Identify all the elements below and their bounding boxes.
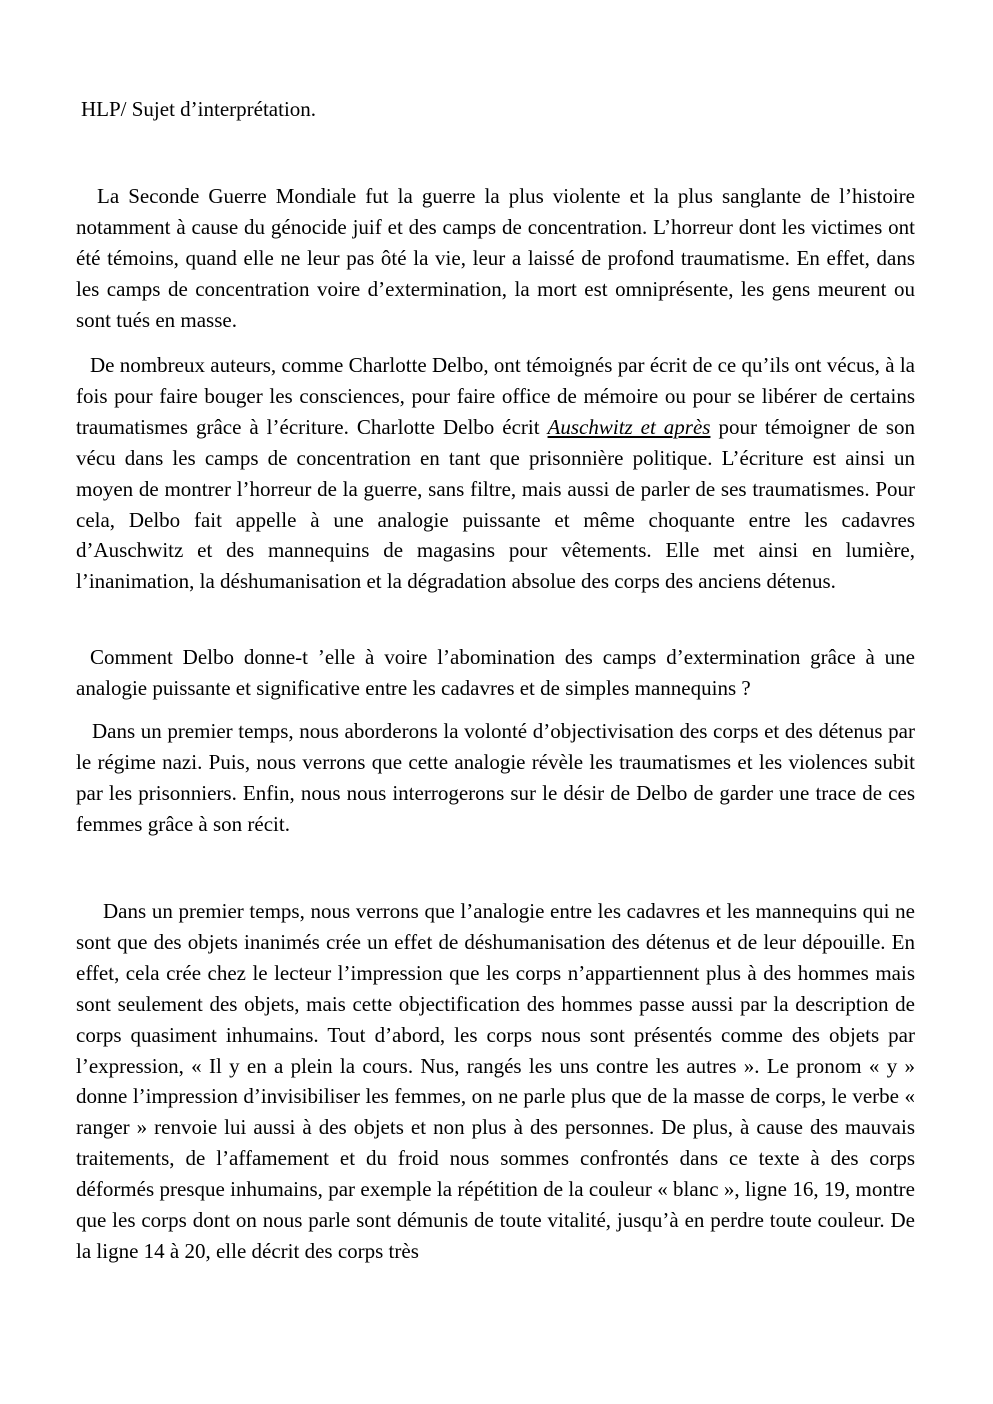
- plan-paragraph: Dans un premier temps, nous aborderons la volonté d’objectivisation des corps et des détenus par le régime nazi. Puis, nous verrons que cette analogie révèle les traumatismes et les violences subit par les prisonniers. Enfin, nous nous interrogerons sur le désir de Delbo de garder une trace de ces femmes grâce à son récit.: [76, 719, 915, 836]
- context-text-before-title: De nombreux auteurs, comme Charlotte Delbo, ont témoignés par écrit de ce qu’ils ont vécus, à la fois pour faire bouger les consciences, pour faire office de mémoire ou pour se libérer de certains traumatismes grâce à l’écriture. Charlotte Delbo écrit: [76, 353, 915, 439]
- problem-paragraph: Comment Delbo donne-t ’elle à voire l’abomination des camps d’extermination grâce à une analogie puissante et significative entre les cadavres et de simples mannequins ?: [76, 645, 915, 700]
- context-text-after-title: pour témoigner de son vécu dans les camps de concentration en tant que prisonnière politique. L’écriture est ainsi un moyen de montrer l’horreur de la guerre, sans filtre, mais aussi de parler de ses traumatismes. Pour cela, Delbo fait appelle à une analogie puissante et même choquante entre les cadavres d’Auschwitz et des mannequins de magasins pour vêtements. Elle met ainsi en lumière, l’inanimation, la déshumanisation et la dégradation absolue des corps des anciens détenus.: [76, 414, 915, 594]
- body-paragraph: Dans un premier temps, nous verrons que l’analogie entre les cadavres et les mannequins qui ne sont que des objets inanimés crée un effet de déshumanisation des détenus et de leur dépouille. En effet, cela crée chez le lecteur l’impression que les corps n’appartiennent plus à des hommes mais sont seulement des objets, mais cette objectification des hommes passe aussi par la description de corps quasiment inhumains. Tout d’abord, les corps nous sont présentés comme des objets par l’expression, « Il y en a plein la cours. Nus, rangés les uns contre les autres ». Le pronom « y » donne l’impression d’invisibiliser les femmes, on ne parle plus que de la masse de corps, le verbe « ranger » renvoie lui aussi à des objets et non plus à des personnes. De plus, à cause des mauvais traitements, de l’affamement et du froid nous sommes confrontés dans ce texte à des corps déformés presque inhumains, par exemple la répétition de la couleur « blanc », ligne 16, 19, montre que les corps dont on nous parle sont démunis de toute vitalité, jusqu’à en perdre toute couleur. De la ligne 14 à 20, elle décrit des corps très: [76, 899, 915, 1263]
- document-heading: HLP/ Sujet d’interprétation.: [81, 97, 317, 121]
- intro-paragraph: La Seconde Guerre Mondiale fut la guerre la plus violente et la plus sanglante de l’histoire notamment à cause du génocide juif et des camps de concentration. L’horreur dont les victimes ont été témoins, quand elle ne leur pas ôté la vie, leur a laissé de profond traumatisme. En effet, dans les camps de concentration voire d’extermination, la mort est omniprésente, les gens meurent ou sont tués en masse.: [76, 184, 915, 332]
- context-paragraph: [76, 350, 915, 597]
- book-title: Auschwitz et après: [547, 414, 711, 439]
